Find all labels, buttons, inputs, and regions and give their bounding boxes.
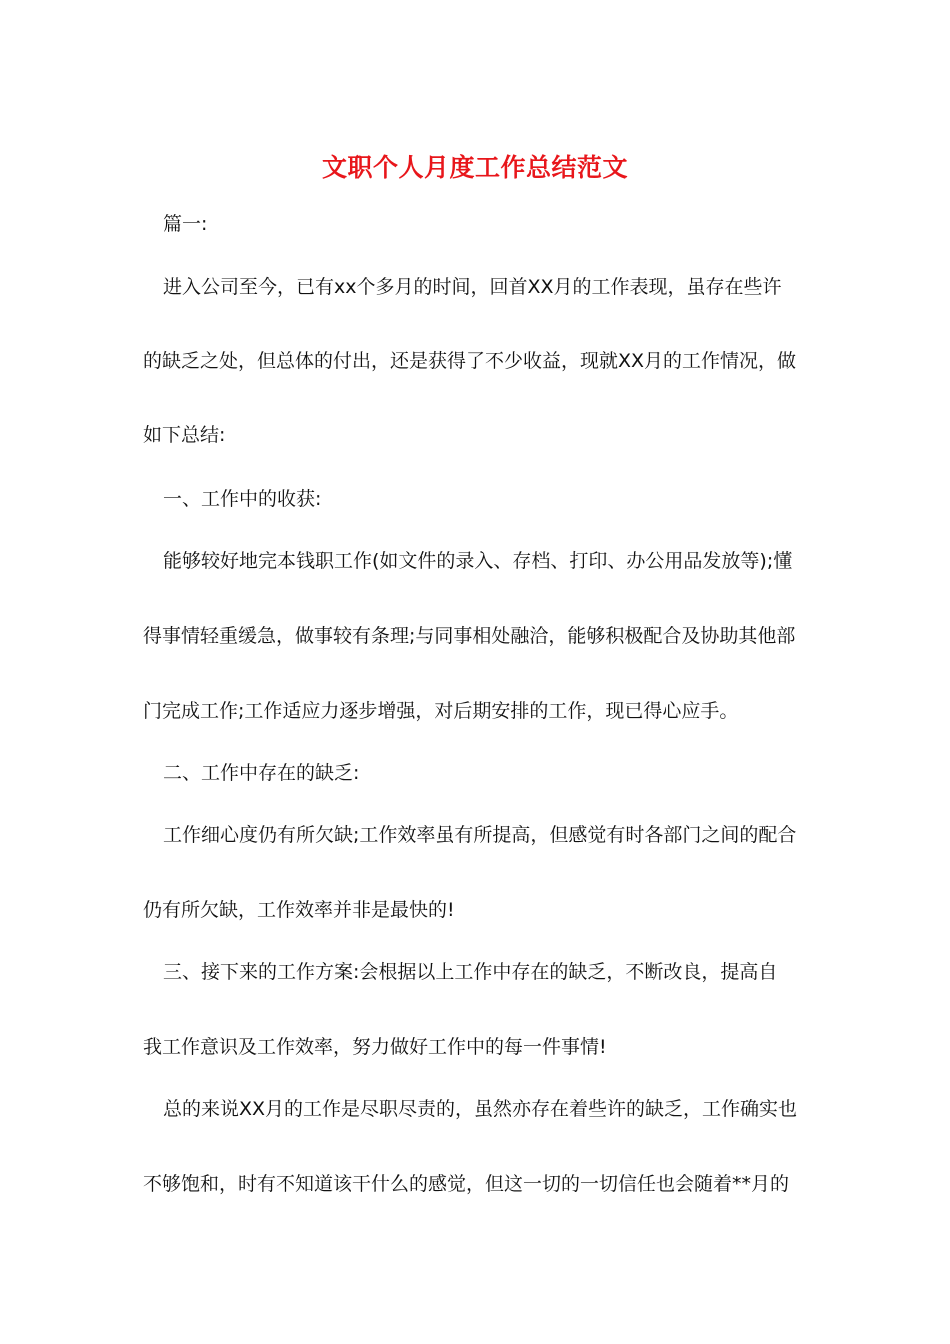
section-heading: 二、工作中存在的缺乏: — [163, 762, 360, 784]
paragraph-line: 如下总结: — [143, 424, 226, 446]
paragraph-line: 得事情轻重缓急，做事较有条理;与同事相处融洽，能够积极配合及协助其他部 — [143, 625, 796, 647]
paragraph-line: 仍有所欠缺，工作效率并非是最快的! — [143, 899, 455, 921]
paragraph-line: 总的来说XX月的工作是尽职尽责的，虽然亦存在着些许的缺乏，工作确实也 — [163, 1098, 798, 1120]
section-heading: 一、工作中的收获: — [163, 488, 322, 510]
paragraph-line: 不够饱和，时有不知道该干什么的感觉，但这一切的一切信任也会随着**月的 — [143, 1173, 790, 1195]
paragraph-line: 工作细心度仍有所欠缺;工作效率虽有所提高，但感觉有时各部门之间的配合 — [163, 824, 797, 846]
paragraph-line: 进入公司至今，已有xx个多月的时间，回首XX月的工作表现，虽存在些许 — [163, 276, 782, 298]
paragraph-line: 能够较好地完本钱职工作(如文件的录入、存档、打印、办公用品发放等);懂 — [163, 550, 793, 572]
paragraph-line: 门完成工作;工作适应力逐步增强，对后期安排的工作，现已得心应手。 — [143, 700, 739, 722]
section-label: 篇一: — [163, 213, 208, 235]
paragraph-line: 三、接下来的工作方案:会根据以上工作中存在的缺乏，不断改良，提高自 — [163, 961, 778, 983]
paragraph-line: 的缺乏之处，但总体的付出，还是获得了不少收益，现就XX月的工作情况，做 — [143, 350, 797, 372]
paragraph-line: 我工作意识及工作效率，努力做好工作中的每一件事情! — [143, 1036, 607, 1058]
document-title: 文职个人月度工作总结范文 — [321, 153, 628, 182]
